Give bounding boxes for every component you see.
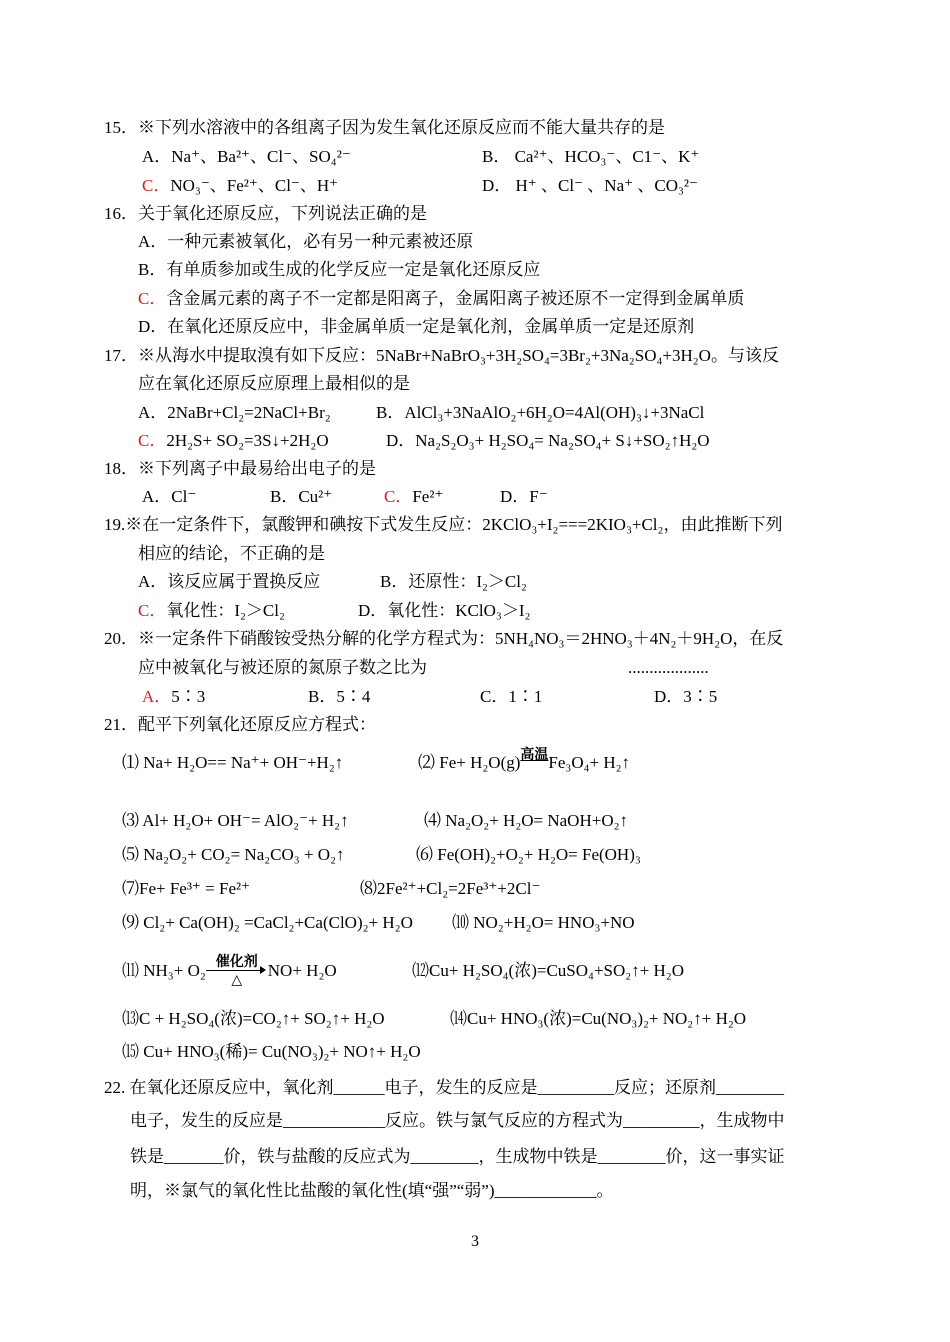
q15-stem: 15．※下列水溶液中的各组离子因为发生氧化还原反应而不能大量共存的是 xyxy=(104,118,665,137)
q21-equation-5: ⑸ Na₂O₂+ CO₂= Na₂CO₃ + O₂↑ xyxy=(122,845,345,864)
q16-option-d: D．在氧化还原反应中，非金属单质一定是氧化剂，金属单质一定是还原剂 xyxy=(138,317,695,336)
q18-option-c-letter: C． xyxy=(384,487,413,506)
q21-equation-11-right: NO+ H₂O xyxy=(267,961,337,980)
q21-equation-9: ⑼ Cl₂+ Ca(OH)₂ =CaCl₂+Ca(ClO)₂+ H₂O xyxy=(122,913,413,932)
q15-option-a: A．Na⁺、Ba²⁺、Cl⁻、SO₄²⁻ xyxy=(142,147,351,166)
q20-option-b: B．5∶4 xyxy=(308,687,371,706)
q19-option-a: A．该反应属于置换反应 xyxy=(138,572,321,591)
q19-option-c-letter: C． xyxy=(138,601,167,620)
q18-option-c xyxy=(384,486,443,508)
q21-equation-7: ⑺Fe+ Fe³⁺ = Fe²⁺ xyxy=(122,879,251,898)
q15-option-c xyxy=(142,175,338,197)
q21-equation-1: ⑴ Na+ H₂O== Na⁺+ OH⁻+H₂↑ xyxy=(122,753,344,772)
catalyst-arrow xyxy=(206,955,268,989)
q17-option-c-letter: C． xyxy=(138,431,167,450)
q18-option-b: B．Cu²⁺ xyxy=(270,487,333,506)
q16-option-c-text: 含金属元素的离子不一定都是阳离子，金属阳离子被还原不一定得到金属单质 xyxy=(166,289,745,308)
q21-equation-15: ⒂ Cu+ HNO₃(稀)= Cu(NO₃)₂+ NO↑+ H₂O xyxy=(122,1042,421,1061)
q17-option-c-text: 2H₂S+ SO₂=3S↓+2H₂O xyxy=(166,431,329,450)
q20-stem-line2: 应中被氧化与被还原的氮原子数之比为 xyxy=(138,658,427,677)
high-temp-label: 高温 xyxy=(520,748,549,764)
page-number: 3 xyxy=(471,1233,479,1250)
q18-option-c-text: Fe²⁺ xyxy=(412,487,444,506)
q21-equation-3: ⑶ Al+ H₂O+ OH⁻= AlO₂⁻+ H₂↑ xyxy=(122,811,349,830)
q21-equation-14: ⒁Cu+ HNO₃(浓)=Cu(NO₃)₂+ NO₂↑+ H₂O xyxy=(450,1009,747,1028)
q22-line3: 铁是_______价，铁与盐酸的反应式为________，生成物中铁是________价，这一事实证 xyxy=(130,1147,785,1166)
q16-option-a: A．一种元素被氧化，必有另一种元素被还原 xyxy=(138,232,474,251)
q21-equation-12: ⑿Cu+ H₂SO₄(浓)=CuSO₄+SO₂↑+ H₂O xyxy=(412,961,685,980)
q17-stem-line1: 17．※从海水中提取溴有如下反应：5NaBr+NaBrO₃+3H₂SO₄=3Br₂+3Na₂SO₄+3H₂O。与该反 xyxy=(104,346,779,365)
q21-equation-13: ⒀C + H₂SO₄(浓)=CO₂↑+ SO₂↑+ H₂O xyxy=(122,1009,385,1028)
q18-option-d: D．F⁻ xyxy=(500,487,548,506)
q16-stem: 16．关于氧化还原反应，下列说法正确的是 xyxy=(104,204,427,223)
q19-stem-line2: 相应的结论，不正确的是 xyxy=(138,544,325,563)
q21-equation-11 xyxy=(122,955,337,989)
q16-option-c xyxy=(138,288,744,310)
q21-equation-10: ⑽ NO₂+H₂O= HNO₃+NO xyxy=(452,913,635,932)
q17-option-a: A．2NaBr+Cl₂=2NaCl+Br₂ xyxy=(138,403,331,422)
q20-option-d: D．3∶5 xyxy=(654,687,718,706)
q19-option-d: D．氧化性：KClO₃＞I₂ xyxy=(358,601,531,620)
q19-option-c-text: 氧化性：I₂＞Cl₂ xyxy=(166,601,285,620)
q16-option-b: B．有单质参加或生成的化学反应一定是氧化还原反应 xyxy=(138,260,541,279)
q16-option-c-letter: C． xyxy=(138,289,167,308)
q20-option-a-text: 5∶3 xyxy=(171,687,206,706)
q20-stem-line1: 20．※一定条件下硝酸铵受热分解的化学方程式为：5NH₄NO₃＝2HNO₃＋4N₂＋9H₂O，在反 xyxy=(104,629,784,648)
q18-stem: 18．※下列离子中最易给出电子的是 xyxy=(104,459,376,478)
q22-line4: 明，※氯气的氧化性比盐酸的氧化性(填“强”“弱”)____________。 xyxy=(130,1181,614,1200)
q15-option-d: D． H⁺ 、Cl⁻ 、Na⁺ 、CO₃²⁻ xyxy=(482,176,698,195)
q22-line2: 电子，发生的反应是____________反应。铁与氯气反应的方程式为_________，生成物中 xyxy=(130,1111,785,1130)
q15-option-c-letter: C． xyxy=(142,176,171,195)
heat-symbol: △ xyxy=(231,973,243,989)
q21-equation-8: ⑻2Fe²⁺+Cl₂=2Fe³⁺+2Cl⁻ xyxy=(360,879,541,898)
q17-option-d: D．Na₂S₂O₃+ H₂SO₄= Na₂SO₄+ S↓+SO₂↑H₂O xyxy=(386,431,710,450)
q20-option-a-letter: A． xyxy=(142,687,172,706)
q21-equation-11-left: ⑾ NH₃+ O₂ xyxy=(122,961,206,980)
catalyst-label: 催化剂 xyxy=(215,955,258,971)
q20-option-a xyxy=(142,686,205,708)
q21-equation-2-left: ⑵ Fe+ H₂O(g) xyxy=(418,753,521,772)
q17-option-b: B．AlCl₃+3NaAlO₂+6H₂O=4Al(OH)₃↓+3NaCl xyxy=(376,403,705,422)
q21-equation-2-right: Fe₃O₄+ H₂↑ xyxy=(548,753,631,772)
q19-option-c xyxy=(138,600,285,622)
q20-option-c: C．1∶1 xyxy=(480,687,543,706)
q19-stem-line1: 19.※在一定条件下，氯酸钾和碘按下式发生反应：2KClO₃+I₂===2KIO₃+Cl₂，由此推断下列 xyxy=(104,515,783,534)
q15-option-c-text: NO₃⁻、Fe²⁺、Cl⁻、H⁺ xyxy=(170,176,339,195)
q17-option-c xyxy=(138,430,329,452)
q18-option-a: A．Cl⁻ xyxy=(142,487,197,506)
q21-stem: 21．配平下列氧化还原反应方程式： xyxy=(104,715,376,734)
q20-dots: ................... xyxy=(628,658,709,677)
q15-option-b: B． Ca²⁺、HCO₃⁻、C1⁻、K⁺ xyxy=(482,147,700,166)
q21-equation-4: ⑷ Na₂O₂+ H₂O= NaOH+O₂↑ xyxy=(424,811,629,830)
high-temp-condition xyxy=(520,748,549,775)
q21-equation-2 xyxy=(418,748,631,775)
q22-line1: 22. 在氧化还原反应中，氧化剂______电子，发生的反应是_________反应；还原剂________ xyxy=(104,1078,784,1097)
q19-option-b: B．还原性：I₂＞Cl₂ xyxy=(380,572,527,591)
q17-stem-line2: 应在氧化还原反应原理上最相似的是 xyxy=(138,374,410,393)
q21-equation-6: ⑹ Fe(OH)₂+O₂+ H₂O= Fe(OH)₃ xyxy=(416,845,641,864)
